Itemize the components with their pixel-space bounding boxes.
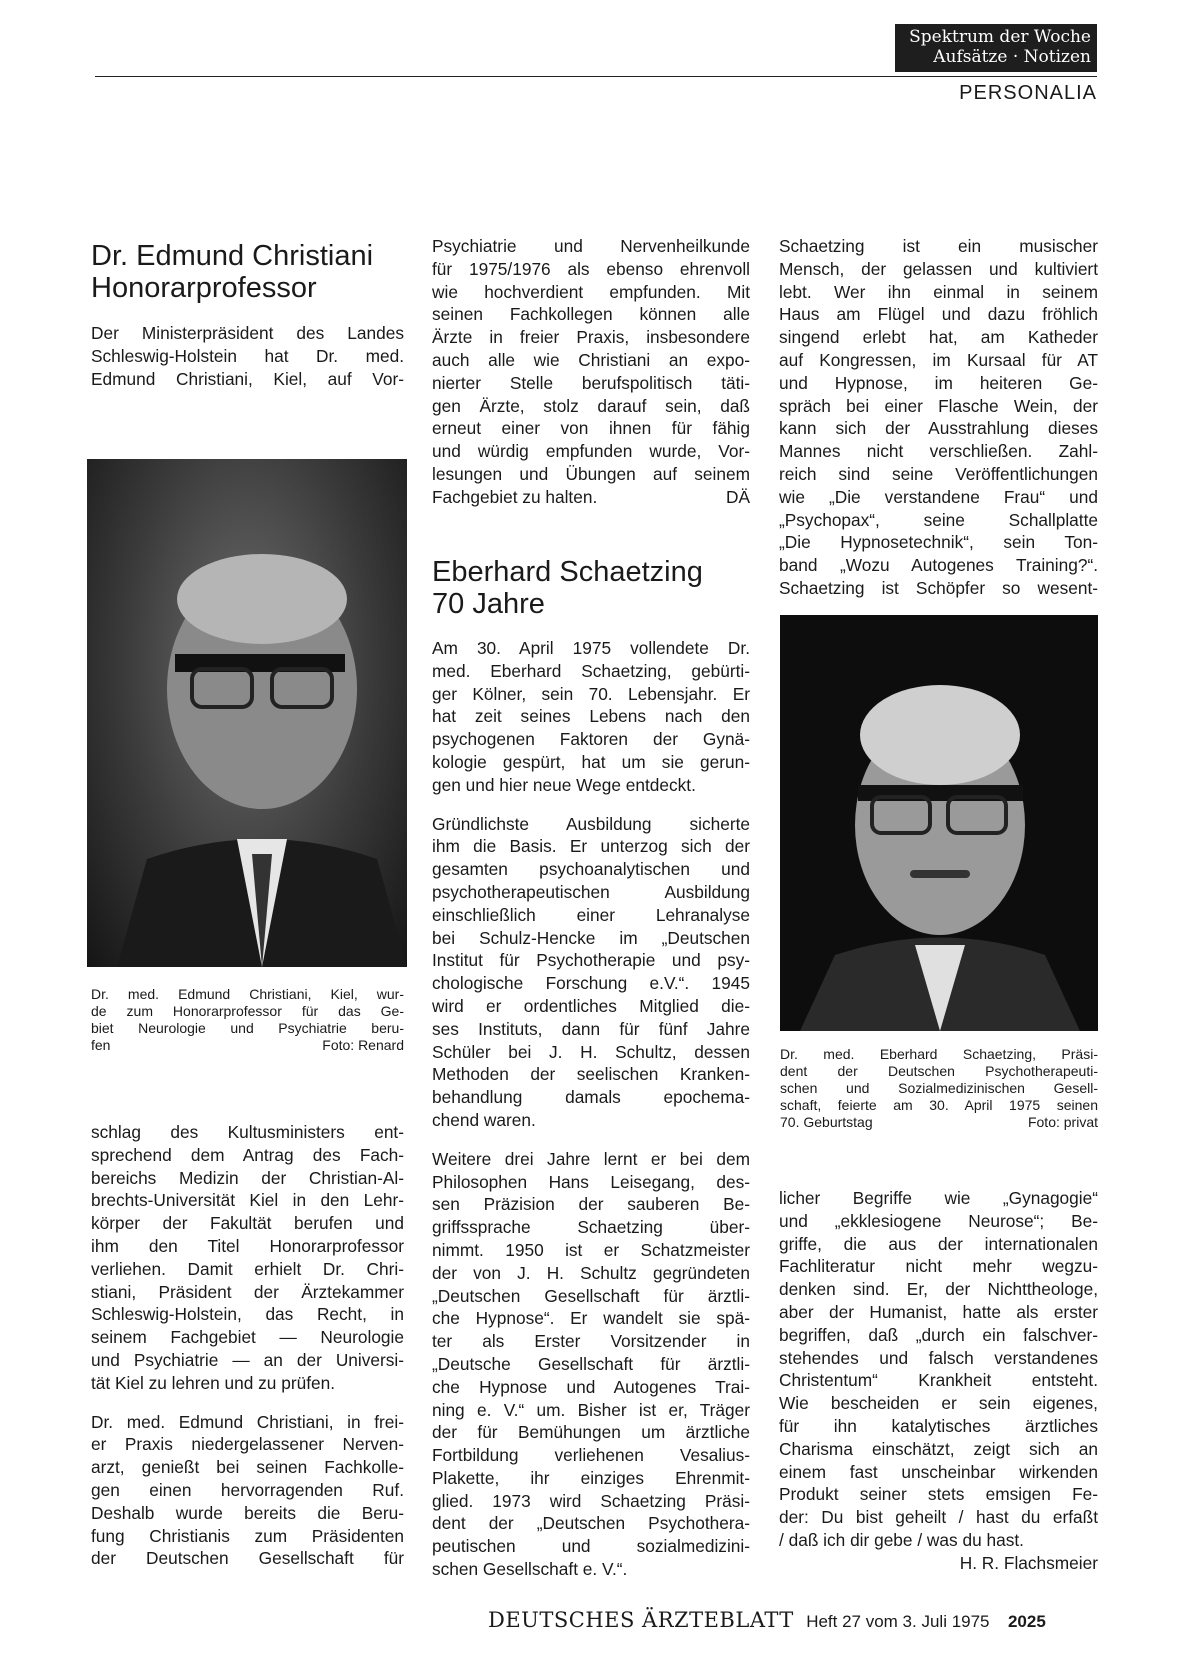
text-line: gen und hier neue Wege entdeckt.: [432, 774, 696, 795]
page-number: 2025: [1007, 1612, 1046, 1631]
text-line: Wie bescheiden er sein eigenes,: [779, 1393, 1098, 1414]
text-line: griffssprache Schaetzing über-: [432, 1217, 750, 1238]
text-line: Mensch, der gelassen und kultiviert: [779, 258, 1098, 279]
header-rule: [95, 76, 1097, 77]
text-line: nierter Stelle berufspolitisch täti-: [432, 372, 750, 393]
section-banner: [895, 24, 1097, 72]
continuation-end: Fachgebiet zu halten.: [432, 486, 598, 507]
text-line: für ihn katalytisches ärztliches: [779, 1415, 1098, 1436]
text-line: schlag des Kultusministers ent-: [91, 1122, 404, 1142]
article1-signature: DÄ: [725, 486, 750, 507]
text-line: reich sind seine Veröffentlichungen: [779, 463, 1098, 484]
text-line: dent der Deutschen Psychotherapeuti-: [780, 1063, 1098, 1079]
article1-title-line-2: Honorarprofessor: [91, 272, 317, 304]
text-line: bereichs Medizin der Christian-Al-: [91, 1167, 404, 1188]
text-line: wie „Die verstandene Frau“ und: [779, 486, 1098, 507]
issue-info: Heft 27 vom 3. Juli 1975: [806, 1612, 990, 1631]
text-line: Schleswig-Holstein, das Recht, in: [91, 1304, 404, 1325]
text-line: chend waren.: [432, 1109, 536, 1130]
text-line: Schaetzing ist ein musischer: [779, 236, 1098, 256]
christiani-portrait: [87, 459, 407, 967]
text-line: bei Schulz-Hencke im „Deutschen: [432, 927, 750, 948]
article2-caption: [780, 1046, 1098, 1131]
article1-body: [91, 1121, 404, 1570]
text-line: che Hypnose“. Er wandelt sie spä-: [432, 1308, 750, 1329]
text-line: erneut einer von ihnen für fähig: [432, 418, 750, 439]
text-line: ter als Erster Vorsitzender in: [432, 1331, 750, 1352]
text-line: körper der Fakultät berufen und: [91, 1213, 404, 1234]
banner-line-1: Spektrum der Woche: [909, 27, 1091, 47]
text-line: ihm den Titel Honorarprofessor: [91, 1235, 404, 1256]
text-line: sprechend dem Antrag des Fach-: [91, 1144, 404, 1165]
text-line: Plakette, ihr einziges Ehrenmit-: [432, 1467, 750, 1488]
banner-line-2: Aufsätze · Notizen: [933, 47, 1091, 67]
text-line: aber der Humanist, hatte als erster: [779, 1301, 1098, 1322]
text-line: Der Ministerpräsident des Landes: [91, 323, 404, 343]
text-line: „Deutschen Gesellschaft für ärztli-: [432, 1285, 750, 1306]
text-line: Haus am Flügel und dazu fröhlich: [779, 304, 1098, 325]
text-line: chologische Forschung e.V.“. 1945: [432, 973, 750, 994]
text-line: gen einen hervorragenden Ruf.: [91, 1479, 404, 1500]
text-line: band „Wozu Autogenes Training?“.: [779, 555, 1098, 576]
text-line: / daß ich dir gebe / was du hast.: [779, 1529, 1024, 1550]
caption-last-line: [780, 1114, 1098, 1131]
text-line: wie hochverdient empfunden. Mit: [432, 281, 750, 302]
text-line: ses Instituts, dann für fünf Jahre: [432, 1018, 750, 1039]
photo-credit: Foto: privat: [1027, 1114, 1098, 1130]
schaetzing-portrait: [780, 615, 1098, 1031]
article2-paragraph-2: [432, 813, 750, 1132]
text-line: lebt. Wer ihn einmal in seinem: [779, 281, 1098, 302]
text-line: Methoden der seelischen Kranken-: [432, 1064, 750, 1085]
text-line: und Hypnose, im heiteren Ge-: [779, 372, 1098, 393]
text-line: „Die Hypnosetechnik“, sein Ton-: [779, 532, 1098, 553]
text-line: gen Ärzte, stolz darauf sein, daß: [432, 395, 750, 416]
text-line: der Deutschen Gesellschaft für: [91, 1548, 404, 1569]
text-line: seinem Fachgebiet — Neurologie: [91, 1327, 404, 1348]
text-line: auch alle wie Christiani an expo-: [432, 349, 750, 370]
section-label: PERSONALIA: [959, 82, 1097, 104]
text-line: behandlung damals epochema-: [432, 1087, 750, 1108]
caption-end: fen: [91, 1037, 111, 1053]
article1-title-line-1: Dr. Edmund Christiani: [91, 240, 374, 272]
text-line: griffe, die aus der internationalen: [779, 1233, 1098, 1254]
text-line: Dr. med. Edmund Christiani, Kiel, wur-: [91, 986, 404, 1002]
text-line: Schüler bei J. H. Schultz, dessen: [432, 1041, 750, 1062]
text-line: verliehen. Damit erhielt Dr. Chri-: [91, 1258, 404, 1279]
article2-signature: H. R. Flachsmeier: [959, 1552, 1098, 1573]
text-line: dent der „Deutschen Psychothera-: [432, 1513, 750, 1534]
text-line: schen und Sozialmedizinischen Gesell-: [780, 1080, 1098, 1096]
text-line: Psychiatrie und Nervenheilkunde: [432, 236, 750, 256]
text-line: „Psychopax“, seine Schallplatte: [779, 509, 1098, 530]
text-line: seinen Fachkollegen können alle: [432, 304, 750, 325]
text-line: „Deutsche Gesellschaft für ärztli-: [432, 1353, 750, 1374]
caption-end: 70. Geburtstag: [780, 1114, 873, 1130]
text-line: für 1975/1976 als ebenso ehrenvoll: [432, 258, 750, 279]
text-line: gesamten psychoanalytischen und: [432, 859, 750, 880]
text-line: stehendes und falsch verstandenes: [779, 1347, 1098, 1368]
text-line: Dr. med. Eberhard Schaetzing, Präsi-: [780, 1046, 1098, 1062]
text-line: Schleswig-Holstein hat Dr. med.: [91, 345, 404, 366]
text-line: Christentum“ Krankheit entsteht.: [779, 1370, 1098, 1391]
text-line: brechts-Universität Kiel in den Lehr-: [91, 1190, 404, 1211]
text-line: schen Gesellschaft e. V.“.: [432, 1559, 628, 1580]
text-line: Institut für Psychotherapie und psy-: [432, 950, 750, 971]
article1-headline: [91, 240, 421, 304]
text-line: arzt, genießt bei seinen Fachkolle-: [91, 1457, 404, 1478]
text-line: einem fast unscheinbar wirkenden: [779, 1461, 1098, 1482]
text-line: auf Kongressen, im Kursaal für AT: [779, 349, 1098, 370]
text-line: und Psychiatrie — an der Universi-: [91, 1349, 404, 1370]
article2-paragraph-3: [432, 1148, 750, 1581]
text-line: Fortbildung verliehenen Vesalius-: [432, 1445, 750, 1466]
text-line: ger Kölner, sein 70. Lebensjahr. Er: [432, 683, 750, 704]
magazine-name: DEUTSCHES ÄRZTEBLATT: [488, 1608, 794, 1632]
text-line: psychogenen Faktoren der Gynä-: [432, 729, 750, 750]
caption-last-line: [91, 1037, 404, 1054]
text-line: einschließlich einer Lehranalyse: [432, 904, 750, 925]
text-line: Edmund Christiani, Kiel, auf Vor-: [91, 368, 404, 389]
text-line: Ärzte in freier Praxis, insbesondere: [432, 327, 750, 348]
text-line: ihm die Basis. Er unterzog sich der: [432, 836, 750, 857]
text-line: Fachliteratur nicht mehr wegzu-: [779, 1256, 1098, 1277]
text-line: med. Eberhard Schaetzing, gebürti-: [432, 660, 750, 681]
text-line: lesungen und Übungen auf seinem: [432, 463, 750, 484]
text-line: und würdig empfunden wurde, Vor-: [432, 441, 750, 462]
article2-column3-top: [779, 235, 1098, 600]
portrait-icon: [87, 459, 407, 967]
text-line: kann sich der Ausstrahlung dieses: [779, 418, 1098, 439]
text-line: singend erlebt hat, am Katheder: [779, 327, 1098, 348]
text-line: licher Begriffe wie „Gynagogie“: [779, 1188, 1098, 1208]
text-line: kologie gespürt, hat um sie gerun-: [432, 751, 750, 772]
text-line: ning e. V.“ um. Bisher ist er, Träger: [432, 1399, 750, 1420]
text-line: er Praxis niedergelassener Nerven-: [91, 1434, 404, 1455]
text-line: denken sind. Er, der Nichttheologe,: [779, 1279, 1098, 1300]
text-line: sen Präzision der sauberen Be-: [432, 1194, 750, 1215]
article1-paragraph-2: [91, 1411, 404, 1571]
photo-credit: Foto: Renard: [322, 1037, 404, 1053]
article2-title-line-2: 70 Jahre: [432, 588, 545, 620]
text-line: stiani, Präsident der Ärztekammer: [91, 1281, 404, 1302]
article1-continuation: [432, 235, 750, 509]
article2-title-line-1: Eberhard Schaetzing: [432, 556, 703, 588]
text-line: spräch bei einer Flasche Wein, der: [779, 395, 1098, 416]
page-footer: [488, 1608, 1046, 1632]
text-line: Dr. med. Edmund Christiani, in frei-: [91, 1411, 404, 1432]
article2-body-left: [432, 637, 750, 1581]
article2-headline: [432, 556, 762, 620]
text-line: psychotherapeutischen Ausbildung: [432, 881, 750, 902]
text-line: Gründlichste Ausbildung sicherte: [432, 813, 750, 834]
text-line: Deshalb wurde bereits die Beru-: [91, 1502, 404, 1523]
text-line: de zum Honorarprofessor für das Ge-: [91, 1003, 404, 1019]
text-line: begriffen, daß „durch ein falschver-: [779, 1324, 1098, 1345]
text-line: peutischen und sozialmedizini-: [432, 1536, 750, 1557]
portrait-icon: [780, 615, 1098, 1031]
text-line: der von J. H. Schultz gegründeten: [432, 1262, 750, 1283]
text-line: che Hypnose und Autogenes Trai-: [432, 1376, 750, 1397]
text-line: der für Bemühungen um ärztliche: [432, 1422, 750, 1443]
text-line: Charisma einschätzt, zeigt sich an: [779, 1438, 1098, 1459]
text-line: Am 30. April 1975 vollendete Dr.: [432, 638, 750, 658]
text-line: tät Kiel zu lehren und zu prüfen.: [91, 1372, 336, 1393]
text-line: und „ekklesiogene Neurose“; Be-: [779, 1210, 1098, 1231]
text-line: der: Du bist geheilt / hast du erfaßt: [779, 1507, 1098, 1528]
text-line: schaft, feierte am 30. April 1975 seinen: [780, 1097, 1098, 1113]
text-line: Weitere drei Jahre lernt er bei dem: [432, 1148, 750, 1169]
text-line: wird er ordentliches Mitglied die-: [432, 995, 750, 1016]
text-line: glied. 1973 wird Schaetzing Präsi-: [432, 1490, 750, 1511]
text-line: fung Christianis zum Präsidenten: [91, 1525, 404, 1546]
article2-column3-bottom: [779, 1187, 1098, 1575]
text-line: Schaetzing ist Schöpfer so wesent-: [779, 577, 1098, 598]
article1-paragraph-1: [91, 1121, 404, 1395]
text-line: nimmt. 1950 ist er Schatzmeister: [432, 1239, 750, 1260]
continuation-last-line: [432, 486, 750, 509]
text-line: biet Neurologie und Psychiatrie beru-: [91, 1020, 404, 1036]
text-line: Produkt seiner stets emsigen Fe-: [779, 1484, 1098, 1505]
article1-intro: [91, 322, 404, 390]
text-line: Philosophen Hans Leisegang, des-: [432, 1171, 750, 1192]
article2-paragraph-1: [432, 637, 750, 797]
article1-caption: [91, 986, 404, 1054]
text-line: hat zeit seines Lebens nach den: [432, 706, 750, 727]
text-line: Mannes nicht verschließen. Zahl-: [779, 441, 1098, 462]
